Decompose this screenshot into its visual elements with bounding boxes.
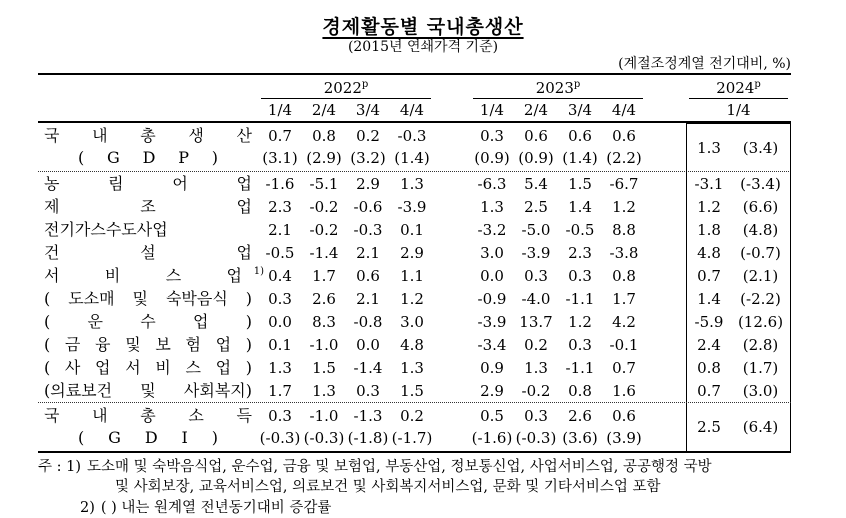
latest-value-paren: (-3.4) bbox=[740, 174, 781, 193]
quarter-value: 3.0 bbox=[400, 312, 424, 331]
quarter-value: 0.6 bbox=[356, 266, 380, 285]
footnote-1-prefix: 주 : 1) bbox=[38, 459, 81, 475]
value-main: 2.6 bbox=[568, 407, 592, 425]
quarter-value: 3.0 bbox=[480, 243, 504, 262]
footnote-1-continued: 및 사회보장, 교육서비스업, 의료보건 및 사회복지서비스업, 문화 및 기타서비스업 포함 bbox=[115, 479, 661, 495]
row-label-text: (의료보건 및 사회복지) bbox=[44, 380, 252, 400]
table-row bbox=[38, 195, 791, 218]
value-paren: (3.1) bbox=[262, 149, 298, 167]
value-main: 0.7 bbox=[268, 127, 292, 145]
table-row bbox=[38, 123, 791, 172]
quarter-value: -1.1 bbox=[565, 358, 595, 377]
quarter-value: -0.8 bbox=[353, 312, 383, 331]
latest-quarter-cell bbox=[686, 403, 791, 452]
quarter-value: -0.1 bbox=[609, 335, 639, 354]
row-label-text: 국 내 총 생 산 bbox=[44, 126, 252, 145]
quarter-value: 1.2 bbox=[568, 312, 592, 331]
value-main: 0.2 bbox=[400, 407, 424, 425]
quarter-value: -1.4 bbox=[309, 243, 339, 262]
quarter-value: -5.1 bbox=[309, 174, 339, 193]
row-label bbox=[38, 173, 258, 195]
latest-value-paren: (12.6) bbox=[737, 312, 784, 331]
quarter-value bbox=[558, 125, 602, 169]
latest-quarter-cell bbox=[686, 123, 791, 172]
quarter-value: 1.3 bbox=[400, 174, 424, 193]
quarter-value: 2.1 bbox=[268, 220, 292, 239]
table-row bbox=[38, 172, 791, 195]
quarter-value: -3.2 bbox=[477, 220, 507, 239]
quarter-value: 4.8 bbox=[400, 335, 424, 354]
quarter-header: 4/4 bbox=[399, 101, 425, 119]
quarter-value: 1.1 bbox=[400, 266, 424, 285]
quarter-value: -3.9 bbox=[477, 312, 507, 331]
gdp-table bbox=[38, 73, 791, 453]
row-label-text: 전기가스수도사업 bbox=[44, 219, 168, 239]
latest-quarter-cell bbox=[686, 310, 791, 333]
row-label bbox=[38, 334, 258, 356]
latest-value: 4.8 bbox=[697, 243, 721, 262]
quarter-value: -0.2 bbox=[521, 381, 551, 400]
table-body bbox=[38, 123, 791, 451]
table-row bbox=[38, 379, 791, 403]
latest-value: 0.7 bbox=[697, 381, 721, 400]
quarter-value: -1.6 bbox=[265, 174, 295, 193]
latest-value-paren: (2.8) bbox=[742, 335, 779, 354]
table-row bbox=[38, 241, 791, 264]
quarter-header: 2/4 bbox=[523, 101, 549, 119]
latest-value-paren: (-0.7) bbox=[740, 243, 781, 262]
value-paren: (0.9) bbox=[518, 149, 554, 167]
latest-value: 1.2 bbox=[697, 197, 721, 216]
year-header-2024: 2024$^p$ bbox=[689, 75, 788, 99]
quarter-value: 2.1 bbox=[356, 243, 380, 262]
value-paren: (3.9) bbox=[606, 429, 642, 447]
quarter-header: 1/4 bbox=[726, 101, 751, 119]
value-main: 0.6 bbox=[612, 127, 636, 145]
latest-value-paren: (-2.2) bbox=[740, 289, 781, 308]
quarter-header: 1/4 bbox=[479, 101, 505, 119]
quarter-value: 0.3 bbox=[524, 266, 548, 285]
value-main: 0.3 bbox=[524, 407, 548, 425]
footnote-2-prefix: 2) bbox=[80, 500, 95, 516]
footnotes bbox=[38, 457, 838, 518]
quarter-value: -5.0 bbox=[521, 220, 551, 239]
value-paren: (2.9) bbox=[306, 149, 342, 167]
quarter-value: 0.0 bbox=[356, 335, 380, 354]
quarter-value: -1.4 bbox=[353, 358, 383, 377]
latest-quarter-cell bbox=[686, 218, 791, 241]
latest-value: 1.4 bbox=[697, 289, 721, 308]
latest-value: -5.9 bbox=[694, 312, 724, 331]
footnote-2: 2) ( ) 내는 원계열 전년동기대비 증감률 bbox=[80, 500, 332, 516]
row-label bbox=[38, 219, 258, 241]
quarter-value: 0.8 bbox=[612, 266, 636, 285]
row-label bbox=[38, 357, 258, 379]
value-main: 0.6 bbox=[568, 127, 592, 145]
quarter-value: -0.2 bbox=[309, 197, 339, 216]
quarter-value: 8.8 bbox=[612, 220, 636, 239]
quarter-value: -3.4 bbox=[477, 335, 507, 354]
value-paren: (-1.8) bbox=[347, 429, 389, 447]
quarter-value bbox=[346, 405, 390, 449]
latest-quarter-cell bbox=[686, 333, 791, 356]
value-main: 0.3 bbox=[480, 127, 504, 145]
table-row bbox=[38, 287, 791, 310]
value-main: -1.3 bbox=[353, 407, 383, 425]
value-main: 0.3 bbox=[268, 407, 292, 425]
row-label-text: ( 금 융 및 보 험 업 ) bbox=[44, 334, 252, 354]
quarter-value: -0.5 bbox=[265, 243, 295, 262]
quarter-value: -3.8 bbox=[609, 243, 639, 262]
latest-value: 1.8 bbox=[697, 220, 721, 239]
quarter-value bbox=[470, 405, 514, 449]
quarter-value: -3.9 bbox=[397, 197, 427, 216]
row-label bbox=[38, 265, 264, 287]
table-header bbox=[38, 75, 791, 123]
table-row bbox=[38, 264, 791, 287]
latest-value-paren: (3.0) bbox=[742, 381, 779, 400]
latest-value: 1.3 bbox=[697, 138, 721, 157]
value-main: 0.8 bbox=[312, 127, 336, 145]
value-main: -1.0 bbox=[309, 407, 339, 425]
quarter-value bbox=[302, 125, 346, 169]
value-paren: (0.9) bbox=[474, 149, 510, 167]
quarter-value: 1.6 bbox=[612, 381, 636, 400]
row-label bbox=[38, 311, 258, 333]
row-label-text: ( 운 수 업 ) bbox=[44, 311, 252, 331]
row-label-text: 제 조 업 bbox=[44, 196, 252, 216]
quarter-header: 2/4 bbox=[311, 101, 337, 119]
quarter-value bbox=[390, 405, 434, 449]
latest-value-paren: (1.7) bbox=[742, 358, 779, 377]
quarter-value: -4.0 bbox=[521, 289, 551, 308]
value-main: 0.2 bbox=[356, 127, 380, 145]
quarter-value bbox=[390, 125, 434, 169]
value-main: 0.6 bbox=[612, 407, 636, 425]
quarter-value bbox=[346, 125, 390, 169]
quarter-value: 1.2 bbox=[400, 289, 424, 308]
row-label-text: 국 내 총 소 득 bbox=[44, 406, 252, 425]
value-paren: (1.4) bbox=[562, 149, 598, 167]
value-paren: (-1.7) bbox=[391, 429, 433, 447]
quarter-header: 4/4 bbox=[611, 101, 637, 119]
quarter-value: 0.0 bbox=[480, 266, 504, 285]
quarter-value bbox=[258, 125, 302, 169]
value-paren: (-0.3) bbox=[259, 429, 301, 447]
year-header-2022: 2022$^p$ bbox=[261, 75, 431, 99]
quarter-value: 1.5 bbox=[568, 174, 592, 193]
quarter-value bbox=[258, 405, 302, 449]
row-label bbox=[38, 242, 258, 264]
quarter-value: 1.3 bbox=[312, 381, 336, 400]
row-label bbox=[38, 125, 258, 169]
quarter-value: 0.3 bbox=[568, 335, 592, 354]
latest-value-paren: (6.4) bbox=[742, 417, 779, 436]
quarter-value: 2.9 bbox=[356, 174, 380, 193]
quarter-value: 2.9 bbox=[400, 243, 424, 262]
value-paren: (-0.3) bbox=[515, 429, 557, 447]
row-sublabel-text: ( G D P ) bbox=[78, 148, 218, 167]
quarter-value bbox=[514, 125, 558, 169]
quarter-value: 0.9 bbox=[480, 358, 504, 377]
quarter-value: -3.9 bbox=[521, 243, 551, 262]
value-paren: (2.2) bbox=[606, 149, 642, 167]
table-row bbox=[38, 333, 791, 356]
value-paren: (3.2) bbox=[350, 149, 386, 167]
latest-value-paren: (3.4) bbox=[742, 138, 779, 157]
quarter-value: 1.3 bbox=[400, 358, 424, 377]
latest-quarter-cell bbox=[686, 195, 791, 218]
page-subtitle: (2015년 연쇄가격 기준) bbox=[347, 39, 499, 55]
row-label bbox=[38, 405, 258, 449]
quarter-value: 0.1 bbox=[400, 220, 424, 239]
quarter-value: 0.3 bbox=[568, 266, 592, 285]
quarter-value: -0.2 bbox=[309, 220, 339, 239]
quarter-value: 1.4 bbox=[568, 197, 592, 216]
value-main: 0.5 bbox=[480, 407, 504, 425]
latest-quarter-cell bbox=[686, 287, 791, 310]
quarter-value: 4.2 bbox=[612, 312, 636, 331]
quarter-value: -6.7 bbox=[609, 174, 639, 193]
latest-value: -3.1 bbox=[694, 174, 724, 193]
quarter-value bbox=[558, 405, 602, 449]
quarter-value: 0.3 bbox=[268, 289, 292, 308]
row-label bbox=[38, 196, 258, 218]
quarter-value: 1.2 bbox=[612, 197, 636, 216]
latest-quarter-cell bbox=[686, 241, 791, 264]
quarter-value: 0.0 bbox=[268, 312, 292, 331]
value-paren: (-0.3) bbox=[303, 429, 345, 447]
table-row bbox=[38, 218, 791, 241]
quarter-value: 0.1 bbox=[268, 335, 292, 354]
quarter-value: 1.3 bbox=[524, 358, 548, 377]
row-label-text: ( 도소매 및 숙박음식 ) bbox=[44, 288, 252, 308]
latest-value-paren: (6.6) bbox=[742, 197, 779, 216]
latest-value: 0.8 bbox=[697, 358, 721, 377]
quarter-value: 0.2 bbox=[524, 335, 548, 354]
quarter-header: 1/4 bbox=[267, 101, 293, 119]
row-label bbox=[38, 288, 258, 310]
table-row bbox=[38, 403, 791, 451]
quarter-value: 1.3 bbox=[268, 358, 292, 377]
quarter-value: -1.1 bbox=[565, 289, 595, 308]
quarter-value: 13.7 bbox=[519, 312, 553, 331]
quarter-value: 2.3 bbox=[268, 197, 292, 216]
quarter-value: 8.3 bbox=[312, 312, 336, 331]
latest-value: 2.4 bbox=[697, 335, 721, 354]
quarter-value: 2.6 bbox=[312, 289, 336, 308]
quarter-value bbox=[602, 125, 646, 169]
quarter-value: 1.5 bbox=[312, 358, 336, 377]
quarter-header: 3/4 bbox=[567, 101, 593, 119]
quarter-value: -0.5 bbox=[565, 220, 595, 239]
row-label-text: ( 사 업 서 비 스 업 ) bbox=[44, 357, 252, 377]
quarter-value bbox=[602, 405, 646, 449]
quarter-value: 0.8 bbox=[568, 381, 592, 400]
quarter-value: 0.7 bbox=[612, 358, 636, 377]
quarter-value bbox=[514, 405, 558, 449]
row-label-text: 서 비 스 업 bbox=[44, 265, 242, 285]
quarter-value: 1.3 bbox=[480, 197, 504, 216]
latest-value: 0.7 bbox=[697, 266, 721, 285]
latest-quarter-cell bbox=[686, 379, 791, 402]
table-row bbox=[38, 356, 791, 379]
row-label-text: 건 설 업 bbox=[44, 242, 252, 262]
value-paren: (3.6) bbox=[562, 429, 598, 447]
row-label-text: 농 림 어 업 bbox=[44, 173, 252, 193]
latest-value: 2.5 bbox=[697, 417, 721, 436]
quarter-value: 2.9 bbox=[480, 381, 504, 400]
value-main: 0.6 bbox=[524, 127, 548, 145]
quarter-value: 0.4 bbox=[268, 266, 292, 285]
value-paren: (-1.6) bbox=[471, 429, 513, 447]
page-title: 경제활동별 국내총생산 bbox=[322, 16, 524, 38]
quarter-value bbox=[302, 405, 346, 449]
quarter-value: -0.6 bbox=[353, 197, 383, 216]
quarter-value bbox=[470, 125, 514, 169]
quarter-value: 1.5 bbox=[400, 381, 424, 400]
latest-quarter-cell bbox=[686, 356, 791, 379]
latest-quarter-cell bbox=[686, 172, 791, 195]
row-label bbox=[38, 380, 258, 402]
quarter-value: -1.0 bbox=[309, 335, 339, 354]
year-header-2023: 2023$^p$ bbox=[473, 75, 643, 99]
quarter-value: 1.7 bbox=[268, 381, 292, 400]
value-main: -0.3 bbox=[397, 127, 427, 145]
quarter-value: -0.9 bbox=[477, 289, 507, 308]
quarter-header: 3/4 bbox=[355, 101, 381, 119]
latest-value-paren: (4.8) bbox=[742, 220, 779, 239]
quarter-value: -0.3 bbox=[353, 220, 383, 239]
unit-note: (계절조정계열 전기대비, %) bbox=[618, 56, 791, 72]
quarter-value: 2.5 bbox=[524, 197, 548, 216]
latest-quarter-cell bbox=[686, 264, 791, 287]
quarter-value: -6.3 bbox=[477, 174, 507, 193]
value-paren: (1.4) bbox=[394, 149, 430, 167]
quarter-value: 1.7 bbox=[312, 266, 336, 285]
quarter-value: 2.3 bbox=[568, 243, 592, 262]
row-sublabel-text: ( G D I ) bbox=[78, 428, 218, 447]
footnote-1: 주 : 1) 도소매 및 숙박음식업, 운수업, 금융 및 보험업, 부동산업, 정보통신업, 사업서비스업, 공공행정 국방 bbox=[38, 459, 712, 475]
quarter-value: 1.7 bbox=[612, 289, 636, 308]
quarter-value: 0.3 bbox=[356, 381, 380, 400]
latest-value-paren: (2.1) bbox=[742, 266, 779, 285]
quarter-value: 5.4 bbox=[524, 174, 548, 193]
table-row bbox=[38, 310, 791, 333]
quarter-value: 2.1 bbox=[356, 289, 380, 308]
row-label-footnote-ref: 1) bbox=[253, 265, 264, 277]
